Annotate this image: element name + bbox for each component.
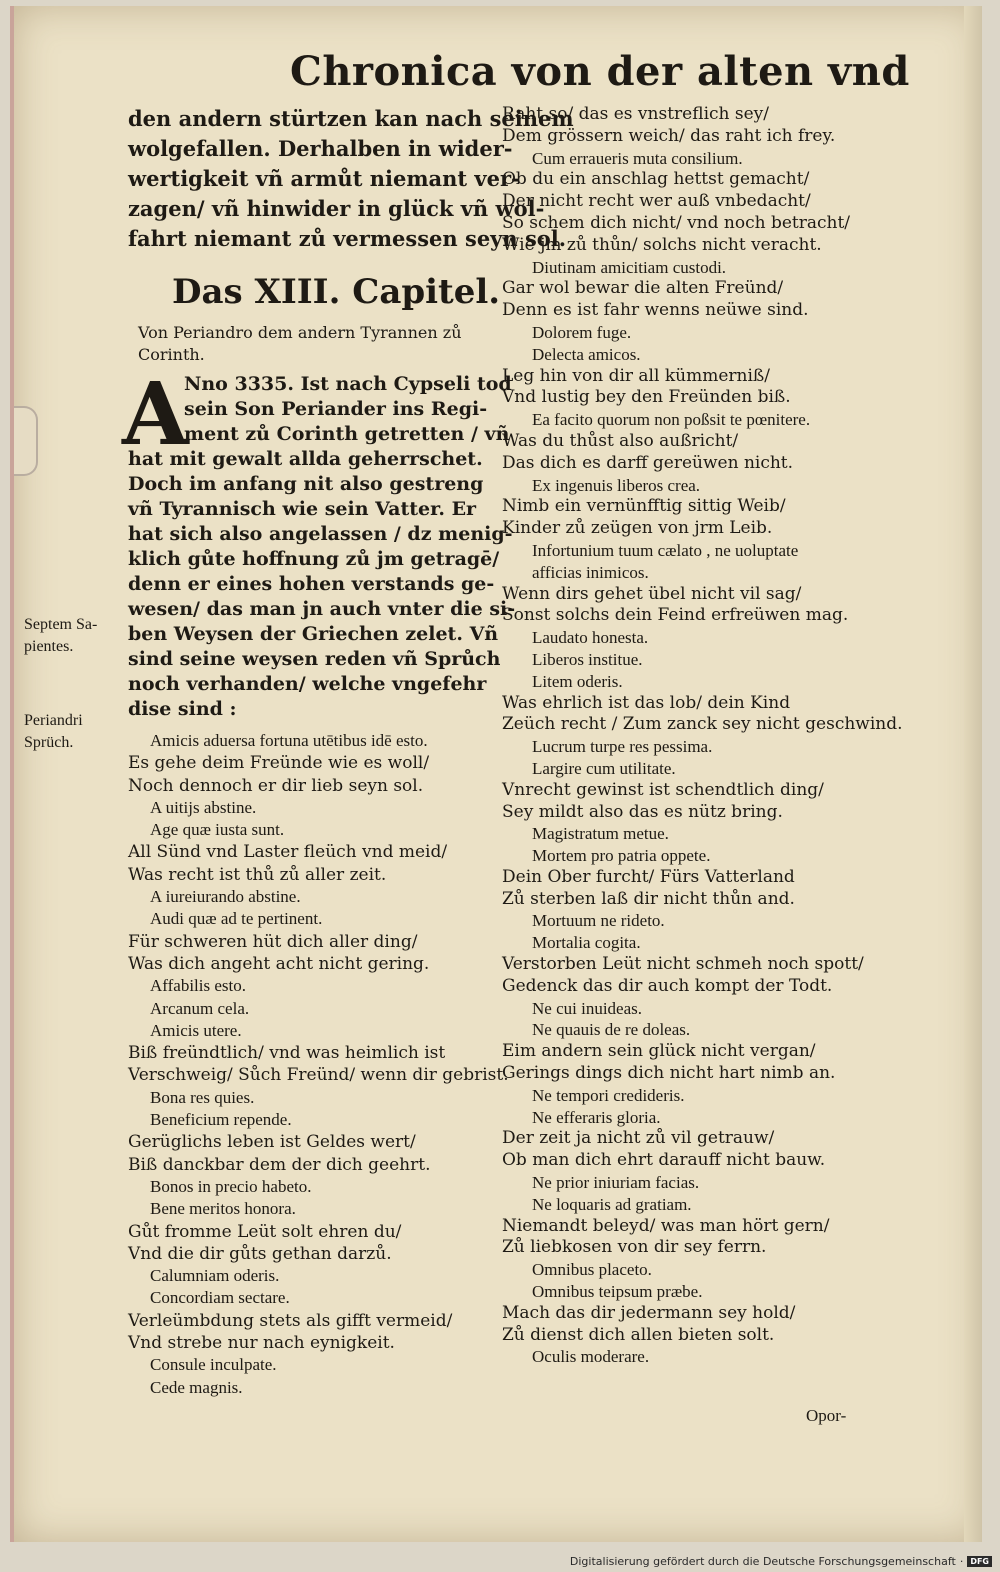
saying-line: Was du thůst also außricht/	[502, 430, 739, 451]
saying-line: Delecta amicos.	[532, 344, 641, 364]
saying-line: Raht so/ das es vnstreflich sey/	[502, 104, 769, 124]
saying-line: Niemandt beleyd/ was man hört gern/	[502, 1215, 830, 1236]
saying-line: Laudato honesta.	[532, 628, 649, 648]
chapter-subheading	[128, 322, 500, 366]
margin-note: Septem Sa-	[24, 616, 98, 633]
saying-line: Was recht ist thů zů aller zeit.	[128, 864, 387, 885]
saying-line: Cede magnis.	[150, 1377, 243, 1397]
saying-line: Arcanum cela.	[150, 998, 250, 1018]
saying-line: Oculis moderare.	[532, 1347, 650, 1367]
saying-line: Zů dienst dich allen bieten solt.	[502, 1324, 775, 1345]
saying-line: Was dich angeht acht nicht gering.	[128, 953, 430, 974]
saying-line: Omnibus teipsum præbe.	[532, 1282, 703, 1302]
saying-line: Age quæ iusta sunt.	[150, 820, 285, 840]
saying-line: Audi quæ ad te pertinent.	[150, 909, 323, 929]
body-line: Nno 3335. Ist nach Cypseli tod	[184, 373, 512, 395]
saying-line: Zů liebkosen von dir sey ferrn.	[502, 1237, 767, 1258]
body-line: hat mit gewalt allda geherrschet.	[128, 448, 483, 470]
saying-line: Bonos in precio habeto.	[150, 1176, 312, 1196]
saying-line: Gerings dings dich nicht hart nimb an.	[502, 1063, 836, 1084]
saying-line: Consule inculpate.	[150, 1355, 277, 1375]
saying-line: Was ehrlich ist das lob/ dein Kind	[502, 692, 791, 713]
saying-line: Verschweig/ Sůch Freünd/ wenn dir gebrist.	[128, 1065, 509, 1086]
intro-line: wertigkeit vñ armůt niemant ver-	[128, 166, 520, 191]
margin-note: Periandri	[24, 712, 83, 729]
saying-line: Amicis utere.	[150, 1020, 242, 1040]
body-line: denn er eines hohen verstands ge-	[128, 573, 495, 595]
saying-line: Mach das dir jedermann sey hold/	[502, 1302, 796, 1323]
saying-line: Omnibus placeto.	[532, 1260, 652, 1280]
saying-line: A uitijs abstine.	[150, 797, 257, 817]
saying-line: Gar wol bewar die alten Freünd/	[502, 278, 784, 299]
saying-line: Ea facito quorum non poßsit te pœnitere.	[532, 410, 811, 430]
saying-line: Das dich es darff gereüwen nicht.	[502, 452, 794, 473]
saying-line: Biß freündtlich/ vnd was heimlich ist	[128, 1043, 446, 1064]
saying-line: Concordiam sectare.	[150, 1288, 290, 1308]
saying-line: Amicis aduersa fortuna utētibus idē esto.	[150, 731, 428, 750]
footer-text: Digitalisierung gefördert durch die Deutsche Forschungsgemeinschaft	[569, 1555, 956, 1568]
saying-line: Ob du ein anschlag hettst gemacht/	[502, 169, 810, 190]
saying-line: Nimb ein vernünfftig sittig Weib/	[502, 496, 786, 517]
right-column	[502, 104, 903, 1368]
intro-line: wolgefallen. Derhalben in wider-	[128, 136, 513, 161]
intro-line: zagen/ vñ hinwider in glück vñ wol-	[128, 196, 545, 221]
saying-line: So schem dich nicht/ vnd noch betracht/	[502, 212, 851, 233]
saying-line: Denn es ist fahr wenns neüwe sind.	[502, 300, 809, 321]
body-line: noch verhanden/ welche vngefehr	[128, 673, 487, 695]
intro-line: fahrt niemant zů vermessen seyn sol.	[128, 226, 567, 251]
saying-line: Eim andern sein glück nicht vergan/	[502, 1041, 816, 1062]
chapter-title: Das XIII. Capitel.	[172, 272, 501, 312]
saying-line: All Sünd vnd Laster fleüch vnd meid/	[128, 842, 448, 863]
saying-line: Der nicht recht wer auß vnbedacht/	[502, 191, 811, 212]
drop-cap-initial: A	[122, 364, 189, 465]
saying-line: Beneficium repende.	[150, 1110, 292, 1130]
saying-line: Lucrum turpe res pessima.	[532, 737, 713, 757]
saying-line: Es gehe deim Freünde wie es woll/	[128, 753, 430, 774]
saying-line: Verstorben Leüt nicht schmeh noch spott/	[502, 954, 864, 975]
saying-line: Dolorem fuge.	[532, 322, 632, 342]
body-line: wesen/ das man jn auch vnter die si-	[128, 598, 516, 620]
saying-line: Kinder zů zeügen von jrm Leib.	[502, 518, 773, 539]
saying-line: Zů sterben laß dir nicht thůn and.	[502, 888, 795, 909]
saying-line: Magistratum metue.	[532, 824, 669, 844]
saying-line: Wenn dirs gehet übel nicht vil sag/	[502, 583, 802, 604]
saying-line: Bona res quies.	[150, 1087, 255, 1107]
margin-note: Sprüch.	[24, 734, 74, 751]
chapter-body	[122, 364, 516, 722]
saying-line: afficias inimicos.	[532, 562, 649, 582]
saying-line: Liberos institue.	[532, 649, 643, 669]
body-line: sind seine weysen reden vñ Sprůch	[128, 648, 501, 670]
saying-line: Zeüch recht / Zum zanck sey nicht geschwind.	[502, 714, 903, 735]
saying-line: Gůt fromme Leüt solt ehren du/	[128, 1221, 402, 1242]
intro-paragraph	[128, 104, 574, 254]
saying-line: Für schweren hüt dich aller ding/	[128, 931, 418, 952]
saying-line: Vnrecht gewinst ist schendtlich ding/	[502, 779, 824, 800]
saying-line: Litem oderis.	[532, 671, 623, 691]
page-edge	[964, 6, 982, 1542]
saying-line: Ne loquaris ad gratiam.	[532, 1194, 692, 1214]
catchword: Opor-	[806, 1406, 847, 1425]
page-clip-mark	[14, 406, 38, 476]
saying-line: Cum erraueris muta consilium.	[532, 148, 743, 168]
saying-line: Sonst solchs dein Feind erfreüwen mag.	[502, 605, 849, 626]
sayings-list	[128, 730, 509, 1399]
footer-credit: Digitalisierung gefördert durch die Deutsche Forschungsgemeinschaft · DFG	[570, 1555, 992, 1568]
saying-line: Ne efferaris gloria.	[532, 1107, 661, 1127]
saying-line: Mortalia cogita.	[532, 933, 641, 953]
saying-line: Ne tempori credideris.	[532, 1085, 685, 1105]
saying-line: Mortem pro patria oppete.	[532, 846, 711, 866]
body-line: Doch im anfang nit also gestreng	[128, 473, 484, 495]
saying-line: Dem grössern weich/ das raht ich frey.	[502, 125, 836, 146]
saying-line: Mortuum ne rideto.	[532, 911, 665, 931]
saying-line: Noch dennoch er dir lieb seyn sol.	[128, 775, 424, 796]
saying-line: Ne cui inuideas.	[532, 998, 642, 1018]
margin-note: pientes.	[24, 638, 74, 655]
saying-line: Ne prior iniuriam facias.	[532, 1173, 700, 1193]
saying-line: Ex ingenuis liberos crea.	[532, 475, 701, 495]
saying-line: Wie jm zů thůn/ solchs nicht veracht.	[502, 234, 822, 255]
saying-line: Ob man dich ehrt darauff nicht bauw.	[502, 1150, 826, 1171]
body-line: vñ Tyrannisch wie sein Vatter. Er	[128, 498, 477, 520]
saying-line: Biß danckbar dem der dich geehrt.	[128, 1154, 431, 1175]
saying-line: Ne quauis de re doleas.	[532, 1020, 691, 1040]
subheading-line: Corinth.	[138, 345, 205, 364]
saying-line: Diutinam amicitiam custodi.	[532, 257, 727, 277]
intro-line: den andern stürtzen kan nach seinem	[128, 106, 574, 131]
body-line: dise sind :	[128, 698, 237, 720]
saying-line: Gedenck das dir auch kompt der Todt.	[502, 975, 833, 996]
saying-line: Affabilis esto.	[150, 976, 247, 996]
body-line: sein Son Periander ins Regi-	[184, 398, 488, 420]
body-line: klich gůte hoffnung zů jm getragē/	[128, 548, 500, 570]
saying-line: Vnd lustig bey den Freünden biß.	[502, 387, 791, 408]
subheading-line: Von Periandro dem andern Tyrannen zů	[138, 323, 462, 342]
saying-line: Vnd strebe nur nach eynigkeit.	[128, 1333, 395, 1354]
saying-line: A iureiurando abstine.	[150, 887, 301, 907]
saying-line: Gerüglichs leben ist Geldes wert/	[128, 1132, 416, 1153]
saying-line: Leg hin von dir all kümmerniß/	[502, 365, 770, 386]
left-column	[122, 104, 574, 1399]
running-head: Chronica von der alten vnd	[290, 48, 910, 95]
saying-line: Vnd die dir gůts gethan darzů.	[128, 1243, 392, 1264]
saying-line: Der zeit ja nicht zů vil getrauw/	[502, 1128, 775, 1149]
body-line: ment zů Corinth getretten / vñ	[184, 423, 510, 445]
saying-line: Largire cum utilitate.	[532, 758, 676, 778]
saying-line: Bene meritos honora.	[150, 1199, 296, 1219]
saying-line: Infortunium tuum cælato , ne uoluptate	[532, 540, 799, 560]
body-line: hat sich also angelassen / dz menig-	[128, 523, 513, 545]
saying-line: Calumniam oderis.	[150, 1266, 280, 1286]
saying-line: Dein Ober furcht/ Fürs Vatterland	[502, 866, 795, 887]
saying-line: Verleümbdung stets als gifft vermeid/	[128, 1310, 453, 1331]
saying-line: Sey mildt also das es nütz bring.	[502, 801, 783, 822]
body-line: ben Weysen der Griechen zelet. Vñ	[128, 623, 499, 645]
dfg-logo: DFG	[967, 1556, 992, 1567]
